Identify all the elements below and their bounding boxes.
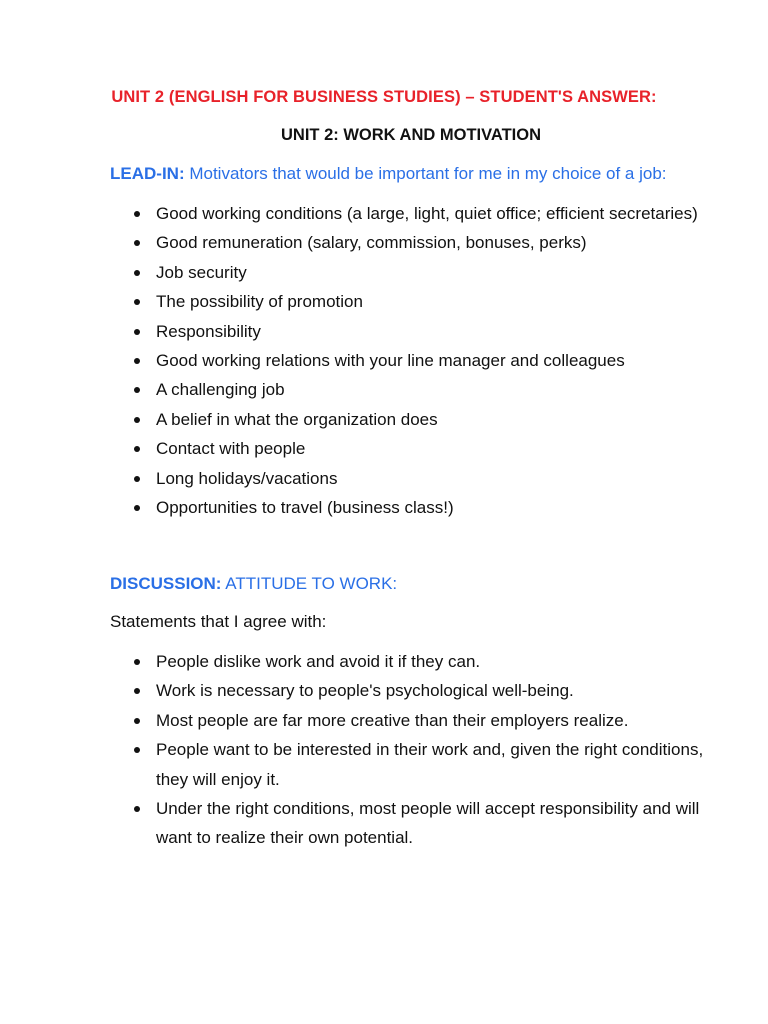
bullet-icon: [134, 387, 140, 393]
bullet-icon: [134, 718, 140, 724]
bullet-icon: [134, 446, 140, 452]
bullet-icon: [134, 270, 140, 276]
bullet-icon: [134, 659, 140, 665]
bullet-icon: [134, 358, 140, 364]
bullet-icon: [134, 211, 140, 217]
bullet-icon: [134, 747, 140, 753]
bullet-icon: [134, 688, 140, 694]
lead-in-text: Motivators that would be important for me in my choice of a job:: [184, 164, 667, 183]
lead-in-label: LEAD-IN:: [110, 164, 185, 183]
list-item: People dislike work and avoid it if they can.: [110, 647, 730, 676]
statements-intro: Statements that I agree with:: [110, 612, 327, 631]
list-item: Responsibility: [110, 317, 730, 346]
list-item: Work is necessary to people's psychological well-being.: [110, 676, 730, 705]
bullet-icon: [134, 505, 140, 511]
discussion-text: ATTITUDE TO WORK:: [221, 574, 398, 593]
motivators-list: [110, 199, 730, 522]
discussion-label: DISCUSSION:: [110, 574, 222, 593]
bullet-icon: [134, 476, 140, 482]
bullet-icon: [134, 806, 140, 812]
list-item: Job security: [110, 258, 730, 287]
list-item: Good remuneration (salary, commission, bonuses, perks): [110, 228, 730, 257]
document-title: UNIT 2 (ENGLISH FOR BUSINESS STUDIES) – STUDENT'S ANSWER:: [111, 88, 657, 106]
bullet-icon: [134, 329, 140, 335]
bullet-icon: [134, 299, 140, 305]
statements-list: [110, 647, 730, 853]
list-item: A belief in what the organization does: [110, 405, 730, 434]
list-item: Opportunities to travel (business class!): [110, 493, 730, 522]
lead-in-heading: [110, 164, 667, 184]
list-item: Good working conditions (a large, light, quiet office; efficient secretaries): [110, 199, 730, 228]
unit-title: UNIT 2: WORK AND MOTIVATION: [280, 126, 541, 144]
list-item: Most people are far more creative than their employers realize.: [110, 706, 730, 735]
discussion-heading: [110, 574, 397, 594]
bullet-icon: [134, 417, 140, 423]
list-item: Under the right conditions, most people will accept responsibility and will want to realize their own potential.: [110, 794, 730, 853]
list-item: People want to be interested in their work and, given the right conditions, they will enjoy it.: [110, 735, 730, 794]
list-item: A challenging job: [110, 375, 730, 404]
list-item: The possibility of promotion: [110, 287, 730, 316]
bullet-icon: [134, 240, 140, 246]
list-item: Good working relations with your line manager and colleagues: [110, 346, 730, 375]
list-item: Contact with people: [110, 434, 730, 463]
list-item: Long holidays/vacations: [110, 464, 730, 493]
